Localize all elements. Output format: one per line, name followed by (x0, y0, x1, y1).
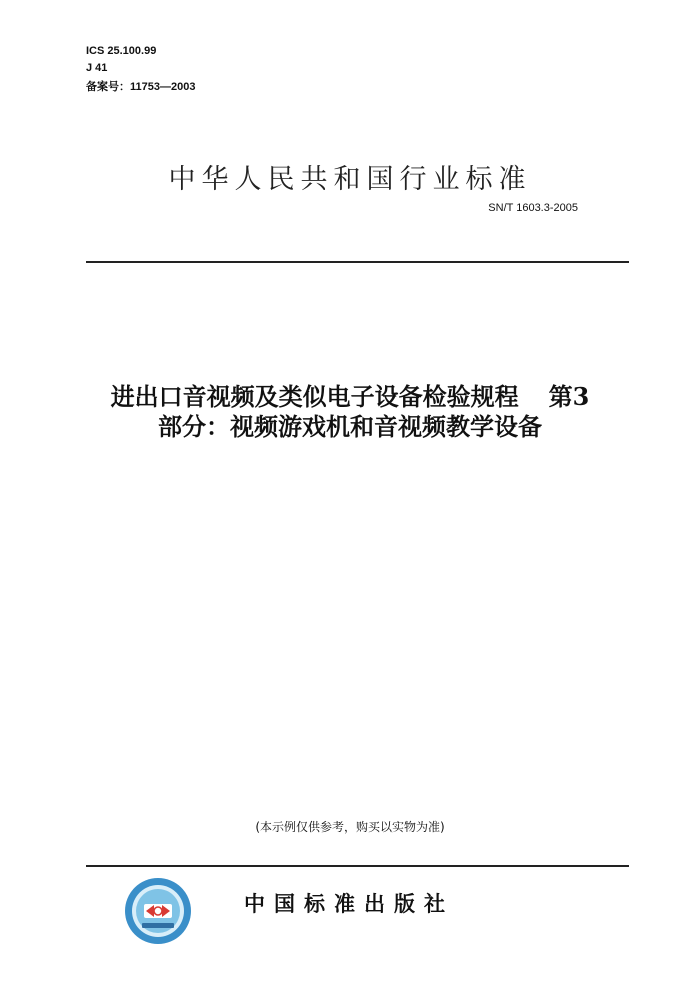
publisher-name: 中国标准出版社 (244, 892, 454, 916)
title-main: 进出口音视频及类似电子设备检验规程 (110, 382, 519, 411)
standard-number: SN/T 1603.3-2005 (488, 202, 578, 214)
document-title-line-2: 部分：视频游戏机和音视频教学设备 (158, 412, 542, 441)
document-title-line-1 (0, 382, 700, 412)
classification-code: J 41 (86, 62, 108, 74)
record-number: 备案号：11753—2003 (86, 81, 196, 93)
seal-banner (142, 923, 174, 928)
standard-category: 中华人民共和国行业标准 (168, 164, 532, 195)
ics-code: ICS 25.100.99 (86, 45, 157, 57)
bottom-divider (86, 865, 629, 867)
top-divider (86, 261, 629, 263)
disclaimer-note: (本示例仅供参考，购买以实物为准) (255, 820, 445, 834)
publisher-seal-icon (124, 877, 192, 945)
title-part: 第3 (548, 382, 590, 411)
